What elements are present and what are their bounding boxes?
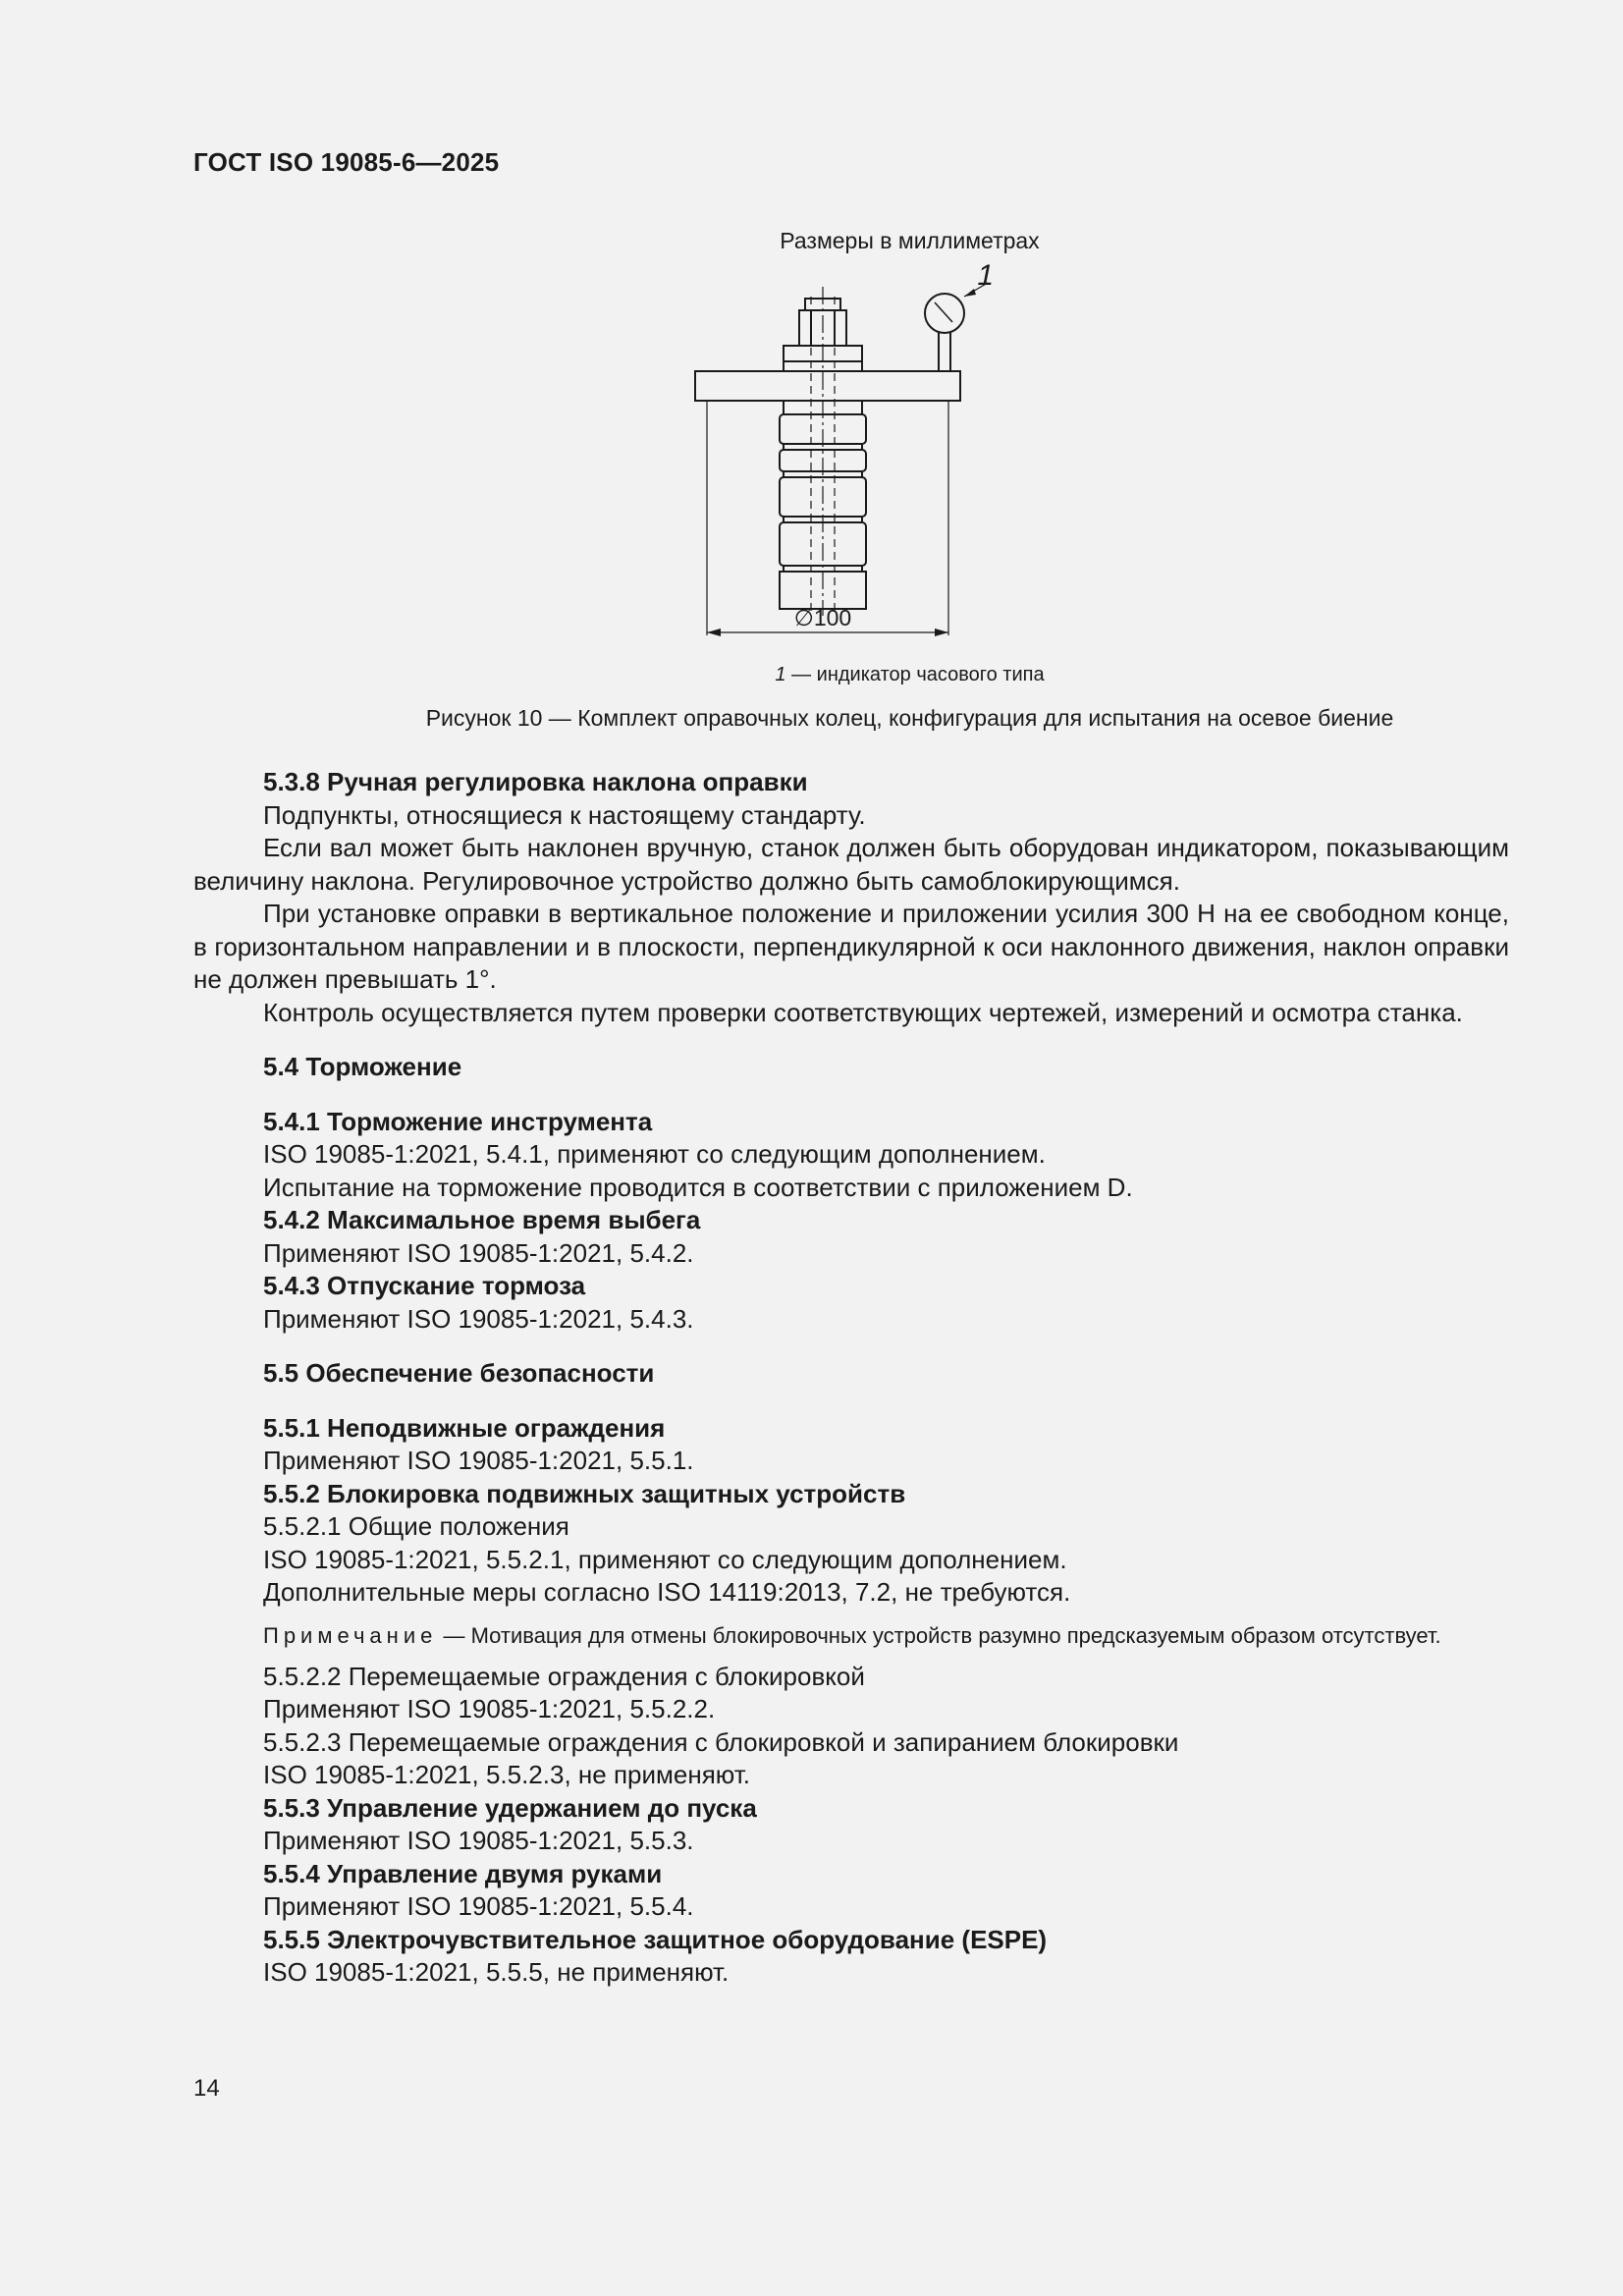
section-heading-5-3-8: 5.3.8 Ручная регулировка наклона оправки — [263, 767, 808, 796]
document-body — [193, 766, 1509, 1990]
paragraph: Испытание на торможение проводится в соответствии с приложением D. — [263, 1172, 1133, 1202]
mandrel-drawing — [677, 259, 994, 650]
paragraph: При установке оправки в вертикальное положение и приложении усилия 300 Н на ее свободном конце, в горизонтальном направлении и в плоскости, перпендикулярной к оси наклонного движения, наклон оправки не должен превышать 1°. — [193, 899, 1509, 994]
note-label: Примечание — [263, 1622, 438, 1648]
paragraph: Применяют ISO 19085-1:2021, 5.5.1. — [263, 1446, 694, 1475]
figure-units-note: Размеры в миллиметрах — [780, 228, 1040, 253]
paragraph: ISO 19085-1:2021, 5.5.2.1, применяют со следующим дополнением. — [263, 1544, 1067, 1574]
subsection-heading-5-5-2-3: 5.5.2.3 Перемещаемые ограждения с блокировкой и запиранием блокировки — [263, 1726, 1179, 1757]
figure-title: Рисунок 10 — Комплект оправочных колец, конфигурация для испытания на осевое биение — [425, 705, 1394, 731]
paragraph: Дополнительные меры согласно ISO 14119:2013, 7.2, не требуются. — [263, 1577, 1071, 1607]
paragraph: Применяют ISO 19085-1:2021, 5.4.2. — [263, 1237, 694, 1268]
paragraph: Если вал может быть наклонен вручную, станок должен быть оборудован индикатором, показывающим величину наклона. Регулировочное устройство должно быть самоблокирующимся. — [193, 833, 1509, 896]
paragraph: Применяют ISO 19085-1:2021, 5.5.4. — [263, 1891, 694, 1921]
subsection-heading-5-5-2-2: 5.5.2.2 Перемещаемые ограждения с блокировкой — [263, 1661, 865, 1691]
paragraph: Подпункты, относящиеся к настоящему стандарту. — [263, 799, 866, 830]
section-heading-5-4-2: 5.4.2 Максимальное время выбега — [263, 1205, 701, 1234]
page-number: 14 — [193, 2075, 220, 2102]
section-heading-5-5-4: 5.5.4 Управление двумя руками — [263, 1858, 663, 1888]
paragraph: Применяют ISO 19085-1:2021, 5.5.3. — [263, 1826, 694, 1855]
paragraph: ISO 19085-1:2021, 5.5.2.3, не применяют. — [263, 1760, 750, 1789]
paragraph: ISO 19085-1:2021, 5.4.1, применяют со следующим дополнением. — [263, 1139, 1046, 1169]
section-heading-5-4-1: 5.4.1 Торможение инструмента — [263, 1106, 653, 1136]
note-text: — Мотивация для отмены блокировочных устройств разумно предсказуемым образом отсутствует. — [437, 1622, 1441, 1648]
legend-text: — индикатор часового типа — [785, 664, 1045, 685]
paragraph: Применяют ISO 19085-1:2021, 5.5.2.2. — [263, 1694, 716, 1723]
legend-number: 1 — [775, 664, 786, 685]
section-heading-5-5-1: 5.5.1 Неподвижные ограждения — [263, 1412, 666, 1443]
section-heading-5-5: 5.5 Обеспечение безопасности — [263, 1358, 655, 1388]
paragraph: Контроль осуществляется путем проверки соответствующих чертежей, измерений и осмотра станка. — [263, 997, 1463, 1027]
section-heading-5-5-3: 5.5.3 Управление удержанием до пуска — [263, 1792, 757, 1823]
paragraph: Применяют ISO 19085-1:2021, 5.4.3. — [263, 1303, 694, 1334]
subsection-heading-5-5-2-1: 5.5.2.1 Общие положения — [263, 1511, 569, 1541]
note — [193, 1621, 1509, 1651]
section-heading-5-4: 5.4 Торможение — [263, 1052, 462, 1081]
figure-dimension-label: ∅100 — [793, 605, 852, 630]
figure-legend — [0, 664, 1623, 686]
section-heading-5-5-5: 5.5.5 Электрочувствительное защитное оборудование (ESPE) — [263, 1924, 1048, 1954]
section-heading-5-5-2: 5.5.2 Блокировка подвижных защитных устройств — [263, 1478, 906, 1508]
section-heading-5-4-3: 5.4.3 Отпускание тормоза — [263, 1271, 586, 1300]
figure-callout-number: 1 — [977, 259, 994, 292]
document-header: ГОСТ ISO 19085-6—2025 — [193, 147, 500, 177]
paragraph: ISO 19085-1:2021, 5.5.5, не применяют. — [263, 1957, 730, 1987]
